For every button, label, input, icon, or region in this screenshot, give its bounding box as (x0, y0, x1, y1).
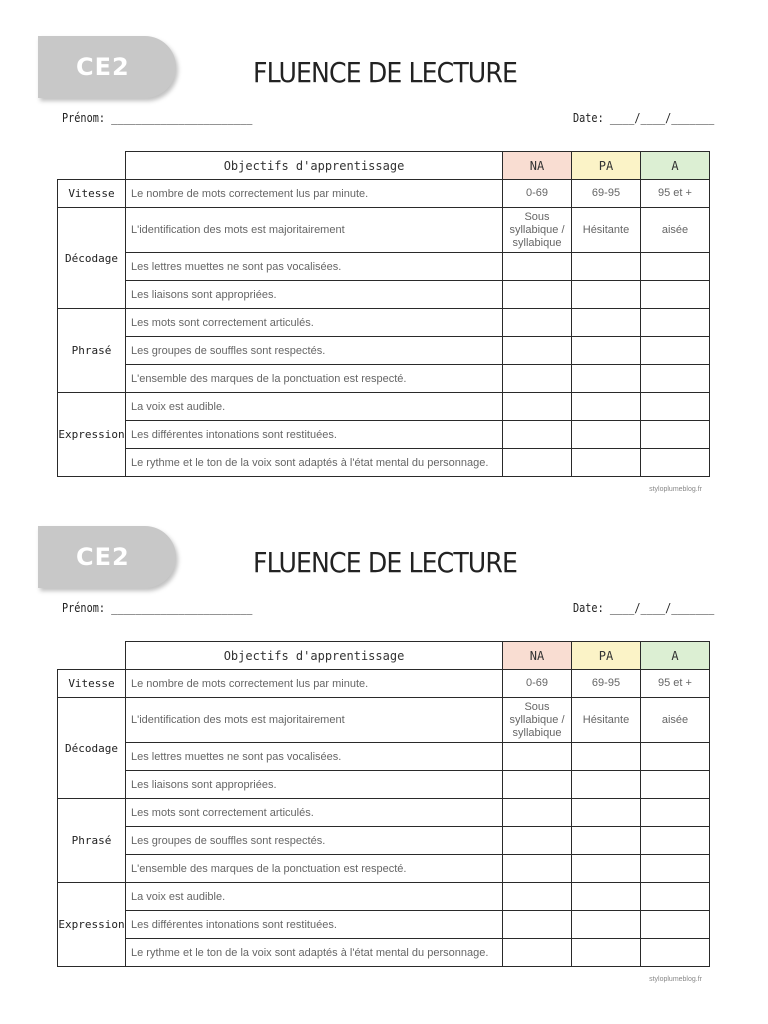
criterion-cell: Les lettres muettes ne sont pas vocalisées. (126, 743, 503, 771)
table-row (58, 208, 710, 253)
pa-cell[interactable] (572, 939, 641, 967)
pa-cell[interactable] (572, 337, 641, 365)
a-cell[interactable] (641, 827, 710, 855)
credit-text: styloplumeblog.fr (649, 486, 702, 493)
header-na: NA (503, 642, 572, 670)
a-cell[interactable] (641, 393, 710, 421)
criterion-cell: L'ensemble des marques de la ponctuation est respecté. (126, 365, 503, 393)
header-a: A (641, 642, 710, 670)
level-badge: CE2 (38, 36, 176, 98)
criterion-cell: Les liaisons sont appropriées. (126, 771, 503, 799)
category-expression: Expression (58, 883, 126, 967)
sheet-title: FLUENCE DE LECTURE (252, 56, 517, 89)
prenom-field[interactable]: Prénom: _______________________ (62, 601, 253, 615)
criterion-cell: L'identification des mots est majoritairement (126, 208, 503, 253)
a-cell[interactable] (641, 421, 710, 449)
category-decodage: Décodage (58, 698, 126, 799)
pa-cell[interactable] (572, 449, 641, 477)
criterion-cell: Les liaisons sont appropriées. (126, 281, 503, 309)
na-cell[interactable] (503, 799, 572, 827)
table-row (58, 799, 710, 827)
table-row (58, 309, 710, 337)
evaluation-sheet-2 (0, 490, 768, 983)
table-row (58, 698, 710, 743)
category-phrase: Phrasé (58, 309, 126, 393)
na-cell[interactable] (503, 771, 572, 799)
na-cell[interactable] (503, 337, 572, 365)
criterion-cell: Le rythme et le ton de la voix sont adaptés à l'état mental du personnage. (126, 939, 503, 967)
fluency-table (57, 641, 710, 967)
pa-cell[interactable] (572, 393, 641, 421)
a-cell[interactable]: 95 et + (641, 670, 710, 698)
na-cell[interactable] (503, 281, 572, 309)
table-row (58, 771, 710, 799)
na-cell[interactable] (503, 883, 572, 911)
a-cell[interactable] (641, 743, 710, 771)
header-pa: PA (572, 642, 641, 670)
na-cell[interactable] (503, 309, 572, 337)
pa-cell[interactable] (572, 365, 641, 393)
na-cell[interactable]: Sous syllabique / syllabique (503, 208, 572, 253)
criterion-cell: Les lettres muettes ne sont pas vocalisées. (126, 253, 503, 281)
pa-cell[interactable] (572, 309, 641, 337)
a-cell[interactable] (641, 365, 710, 393)
table-row (58, 365, 710, 393)
a-cell[interactable] (641, 309, 710, 337)
table-row (58, 670, 710, 698)
table-header-row (58, 152, 710, 180)
credit-text: styloplumeblog.fr (649, 976, 702, 983)
a-cell[interactable]: aisée (641, 698, 710, 743)
sheet-title: FLUENCE DE LECTURE (252, 546, 517, 579)
pa-cell[interactable] (572, 253, 641, 281)
na-cell[interactable] (503, 855, 572, 883)
a-cell[interactable] (641, 253, 710, 281)
category-decodage: Décodage (58, 208, 126, 309)
na-cell[interactable] (503, 393, 572, 421)
table-row (58, 743, 710, 771)
pa-cell[interactable]: Hésitante (572, 698, 641, 743)
table-row (58, 281, 710, 309)
header-na: NA (503, 152, 572, 180)
a-cell[interactable] (641, 939, 710, 967)
criterion-cell: La voix est audible. (126, 883, 503, 911)
a-cell[interactable] (641, 771, 710, 799)
table-row (58, 180, 710, 208)
table-row (58, 883, 710, 911)
pa-cell[interactable] (572, 281, 641, 309)
category-vitesse: Vitesse (58, 180, 126, 208)
a-cell[interactable] (641, 883, 710, 911)
fluency-table (57, 151, 710, 477)
a-cell[interactable] (641, 799, 710, 827)
pa-cell[interactable]: 69-95 (572, 670, 641, 698)
na-cell[interactable] (503, 743, 572, 771)
na-cell[interactable]: 0-69 (503, 180, 572, 208)
criterion-cell: Le nombre de mots correctement lus par minute. (126, 180, 503, 208)
table-row (58, 911, 710, 939)
a-cell[interactable]: aisée (641, 208, 710, 253)
table-header-row (58, 642, 710, 670)
evaluation-sheet-1 (0, 0, 768, 493)
na-cell[interactable] (503, 421, 572, 449)
a-cell[interactable]: 95 et + (641, 180, 710, 208)
category-expression: Expression (58, 393, 126, 477)
header-objectives: Objectifs d'apprentissage (126, 152, 503, 180)
header-pa: PA (572, 152, 641, 180)
na-cell[interactable] (503, 449, 572, 477)
header-empty-cell (58, 152, 126, 180)
criterion-cell: Le nombre de mots correctement lus par minute. (126, 670, 503, 698)
pa-cell[interactable] (572, 855, 641, 883)
a-cell[interactable] (641, 911, 710, 939)
header-empty-cell (58, 642, 126, 670)
pa-cell[interactable]: Hésitante (572, 208, 641, 253)
table-row (58, 939, 710, 967)
pa-cell[interactable]: 69-95 (572, 180, 641, 208)
na-cell[interactable]: 0-69 (503, 670, 572, 698)
criterion-cell: Les groupes de souffles sont respectés. (126, 337, 503, 365)
pa-cell[interactable] (572, 911, 641, 939)
na-cell[interactable]: Sous syllabique / syllabique (503, 698, 572, 743)
pa-cell[interactable] (572, 827, 641, 855)
category-phrase: Phrasé (58, 799, 126, 883)
table-row (58, 337, 710, 365)
criterion-cell: Les différentes intonations sont restituées. (126, 421, 503, 449)
a-cell[interactable] (641, 449, 710, 477)
level-badge: CE2 (38, 526, 176, 588)
criterion-cell: Les mots sont correctement articulés. (126, 799, 503, 827)
a-cell[interactable] (641, 281, 710, 309)
date-field[interactable]: Date: ____/____/_______ (573, 111, 715, 125)
criterion-cell: Les différentes intonations sont restituées. (126, 911, 503, 939)
criterion-cell: Les groupes de souffles sont respectés. (126, 827, 503, 855)
na-cell[interactable] (503, 365, 572, 393)
pa-cell[interactable] (572, 883, 641, 911)
na-cell[interactable] (503, 939, 572, 967)
criterion-cell: Les mots sont correctement articulés. (126, 309, 503, 337)
criterion-cell: La voix est audible. (126, 393, 503, 421)
criterion-cell: L'identification des mots est majoritairement (126, 698, 503, 743)
table-row (58, 855, 710, 883)
pa-cell[interactable] (572, 421, 641, 449)
table-row (58, 393, 710, 421)
criterion-cell: L'ensemble des marques de la ponctuation est respecté. (126, 855, 503, 883)
a-cell[interactable] (641, 337, 710, 365)
header-a: A (641, 152, 710, 180)
na-cell[interactable] (503, 827, 572, 855)
prenom-field[interactable]: Prénom: _______________________ (62, 111, 253, 125)
a-cell[interactable] (641, 855, 710, 883)
header-objectives: Objectifs d'apprentissage (126, 642, 503, 670)
category-vitesse: Vitesse (58, 670, 126, 698)
pa-cell[interactable] (572, 799, 641, 827)
table-row (58, 449, 710, 477)
date-field[interactable]: Date: ____/____/_______ (573, 601, 715, 615)
table-row (58, 253, 710, 281)
na-cell[interactable] (503, 253, 572, 281)
pa-cell[interactable] (572, 771, 641, 799)
pa-cell[interactable] (572, 743, 641, 771)
table-row (58, 827, 710, 855)
criterion-cell: Le rythme et le ton de la voix sont adaptés à l'état mental du personnage. (126, 449, 503, 477)
na-cell[interactable] (503, 911, 572, 939)
table-row (58, 421, 710, 449)
